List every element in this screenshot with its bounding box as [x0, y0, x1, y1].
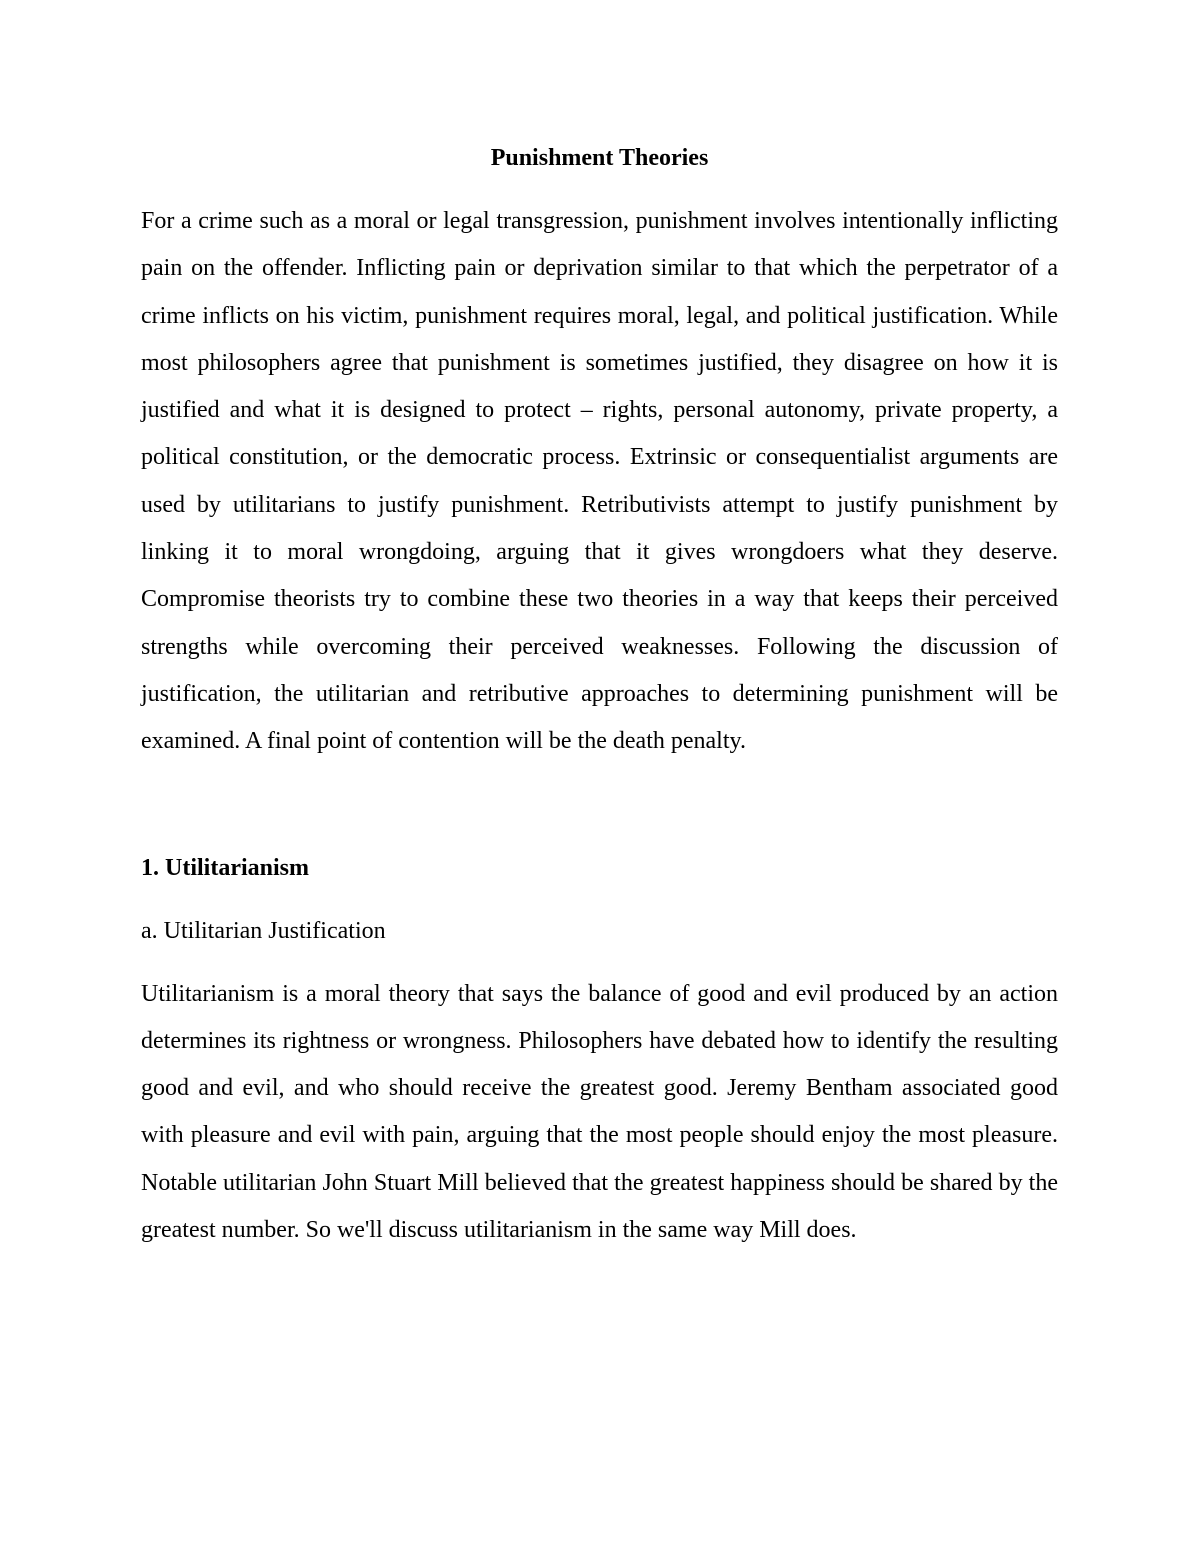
section-spacer — [141, 766, 1058, 845]
section-heading-utilitarianism: 1. Utilitarianism — [141, 854, 309, 881]
intro-paragraph: For a crime such as a moral or legal transgression, punishment involves intentionally inflicting pain on the offender. Inflicting pain or deprivation similar to that which the perpetrator of a crime inflicts on his victim, punishment requires moral, legal, and political justification. While most philosophers agree that punishment is sometimes justified, they disagree on how it is justified and what it is designed to protect – rights, personal autonomy, private property, a political constitution, or the democratic process. Extrinsic or consequentialist arguments are used by utilitarians to justify punishment. Retributivists attempt to justify punishment by linking it to moral wrongdoing, arguing that it gives wrongdoers what they deserve. Compromise theorists try to combine these two theories in a way that keeps their perceived strengths while overcoming their perceived weaknesses. Following the discussion of justification, the utilitarian and retributive approaches to determining punishment will be examined. A final point of contention will be the death penalty. — [141, 208, 1058, 755]
utilitarianism-paragraph: Utilitarianism is a moral theory that says the balance of good and evil produced by an action determines its rightness or wrongness. Philosophers have debated how to identify the resulting good and evil, and who should receive the greatest good. Jeremy Bentham associated good with pleasure and evil with pain, arguing that the most people should enjoy the most pleasure. Notable utilitarian John Stuart Mill believed that the greatest happiness should be shared by the greatest number. So we'll discuss utilitarianism in the same way Mill does. — [141, 980, 1058, 1244]
subsection-heading-utilitarian-justification: a. Utilitarian Justification — [141, 917, 386, 944]
document-title: Punishment Theories — [490, 145, 709, 171]
document-body — [141, 135, 1058, 1254]
spacer — [141, 955, 1058, 971]
spacer — [141, 182, 1058, 198]
